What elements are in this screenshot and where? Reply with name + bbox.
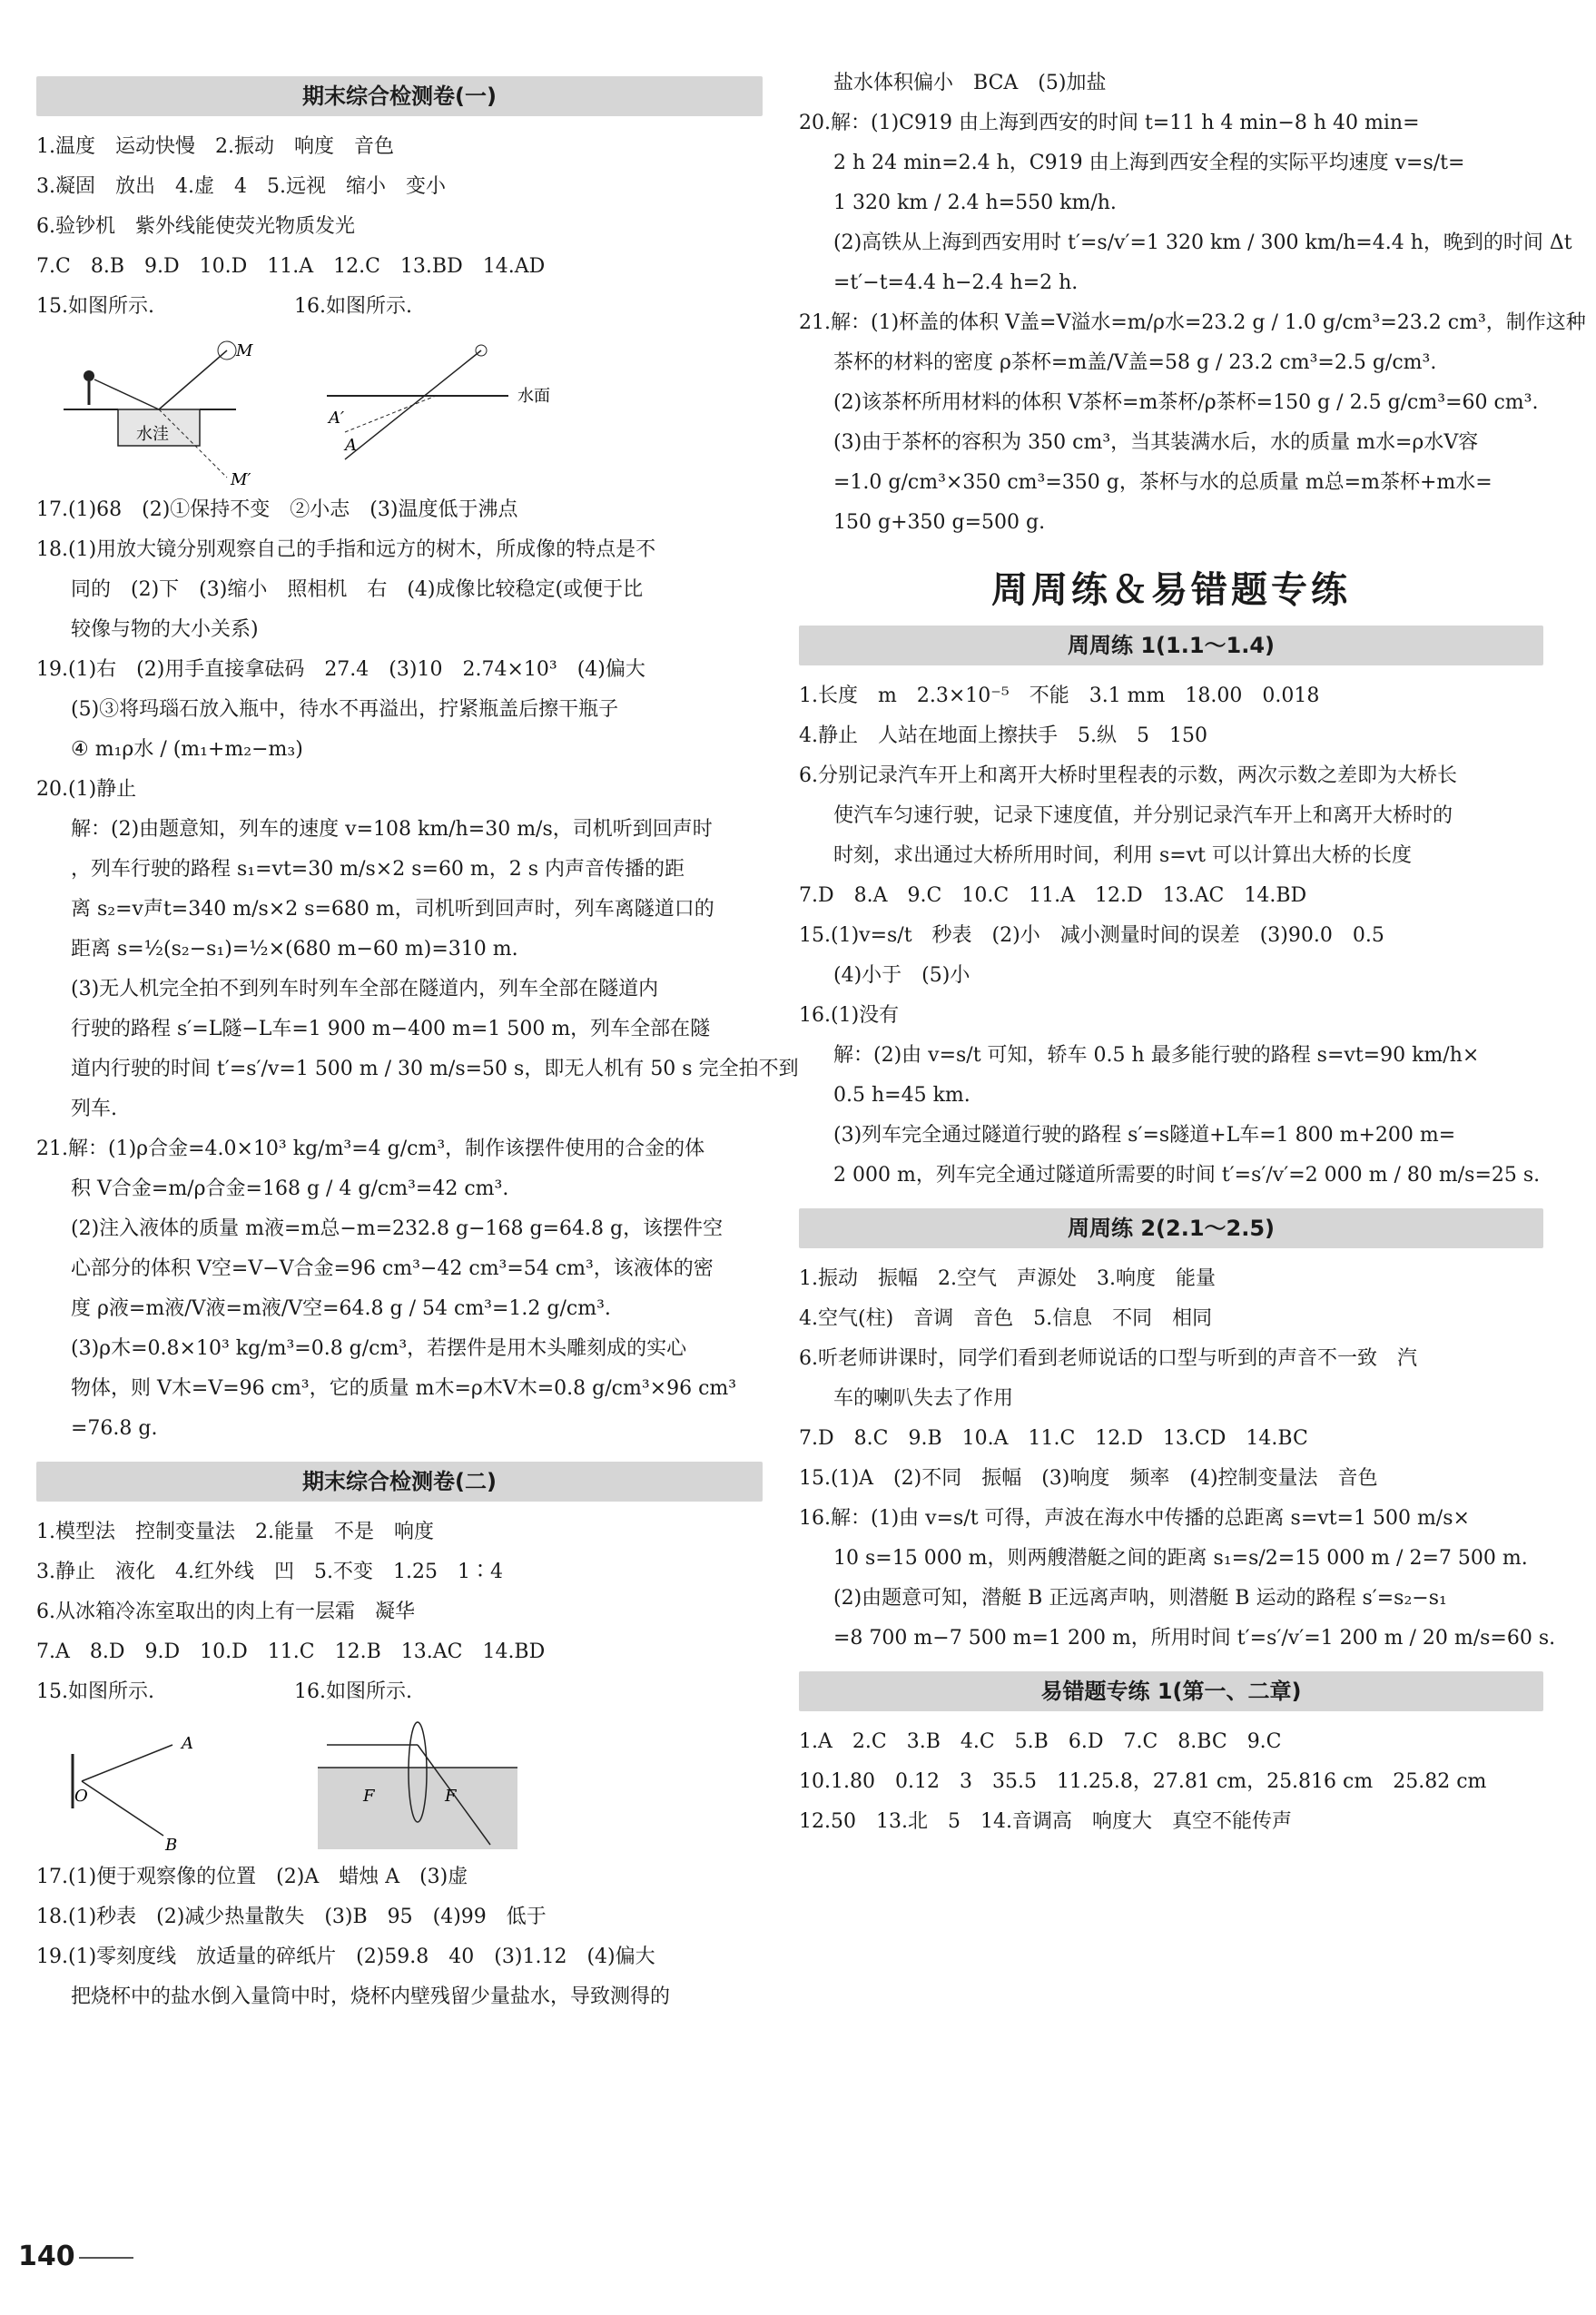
right-column <box>799 64 1586 1842</box>
label-f-right: F <box>445 1787 457 1806</box>
answer-line: (5)③将玛瑙石放入瓶中，待水不再溢出，拧紧瓶盖后擦干瓶子 <box>71 698 619 721</box>
page-number-text: 140 <box>18 2241 75 2272</box>
section-title-error-practice-1: 易错题专练 1(第一、二章) <box>799 1671 1543 1711</box>
answer-line: (3)ρ木=0.8×10³ kg/m³=0.8 g/cm³，若摆件是用木头雕刻成的实心 <box>71 1337 687 1360</box>
answer-line: 6.从冰箱冷冻室取出的肉上有一层霜 凝华 <box>36 1601 415 1623</box>
section-title-weekly-2: 周周练 2(2.1～2.5) <box>799 1208 1543 1248</box>
answer-line: 7.A 8.D 9.D 10.D 11.C 12.B 13.AC 14.BD <box>36 1640 546 1663</box>
answer-line: 盐水体积偏小 BCA (5)加盐 <box>833 72 1107 94</box>
answer-line: =t′−t=4.4 h−2.4 h=2 h. <box>833 271 1079 294</box>
answer-line: (3)由于茶杯的容积为 350 cm³，当其装满水后，水的质量 m水=ρ水V容 <box>833 431 1479 454</box>
answer-line: 4.静止 人站在地面上擦扶手 5.纵 5 150 <box>799 724 1207 747</box>
answer-line: 积 V合金=m/ρ合金=168 g / 4 g/cm³=42 cm³. <box>71 1177 509 1200</box>
answer-line: 1.振动 振幅 2.空气 声源处 3.响度 能量 <box>799 1267 1216 1290</box>
answer-line: 0.5 h=45 km. <box>833 1084 970 1107</box>
answer-line: 较像与物的大小关系) <box>71 618 259 641</box>
answer-line: ④ m₁ρ水 / (m₁+m₂−m₃) <box>71 738 303 761</box>
answer-line: 度 ρ液=m液/V液=m液/V空=64.8 g / 54 cm³=1.2 g/cm³. <box>71 1297 611 1320</box>
answer-line: 16.解：(1)由 v=s/t 可得，声波在海水中传播的总距离 s=vt=1 500 m/s× <box>799 1507 1470 1530</box>
label-water-surface: 水面 <box>517 387 550 406</box>
answer-line: 15.如图所示. 16.如图所示. <box>36 295 412 318</box>
section-title-exam-1: 期末综合检测卷(一) <box>36 76 763 116</box>
answer-line: 12.50 13.北 5 14.音调高 响度大 真空不能传声 <box>799 1810 1292 1833</box>
section-title-weekly-1: 周周练 1(1.1～1.4) <box>799 626 1543 665</box>
left-column <box>36 64 799 2017</box>
answer-line: (3)无人机完全拍不到列车时列车全部在隧道内，列车全部在隧道内 <box>71 978 659 1000</box>
answer-line: 1.长度 m 2.3×10⁻⁵ 不能 3.1 mm 18.00 0.018 <box>799 685 1320 707</box>
answer-line: =8 700 m−7 500 m=1 200 m，所用时间 t′=s′/v′=1 200 m / 20 m/s=60 s. <box>833 1627 1556 1650</box>
page-number <box>18 2241 133 2272</box>
answer-line: (3)列车完全通过隧道行驶的路程 s′=s隧道+L车=1 800 m+200 m= <box>833 1124 1456 1147</box>
answer-line: 1.模型法 控制变量法 2.能量 不是 响度 <box>36 1521 434 1543</box>
answer-line: 解：(2)由 v=s/t 可知，轿车 0.5 h 最多能行驶的路程 s=vt=90 km/h× <box>833 1044 1480 1067</box>
label-a-prime: A′ <box>329 409 345 428</box>
label-a: A <box>182 1734 193 1753</box>
label-o: O <box>74 1787 88 1806</box>
answer-line: 21.解：(1)杯盖的体积 V盖=V溢水=m/ρ水=23.2 g / 1.0 g/cm³=23.2 cm³，制作这种 <box>799 311 1586 334</box>
answer-line: 物体，则 V木=V=96 cm³，它的质量 m木=ρ木V木=0.8 g/cm³×96 cm³ <box>71 1377 737 1400</box>
label-a: A <box>345 436 357 455</box>
answer-line: 距离 s=½(s₂−s₁)=½×(680 m−60 m)=310 m. <box>71 938 518 960</box>
figure-row-1 <box>54 332 763 487</box>
answer-line: 心部分的体积 V空=V−V合金=96 cm³−42 cm³=54 cm³，该液体的密 <box>71 1257 714 1280</box>
answer-line: (2)高铁从上海到西安用时 t′=s/v′=1 320 km / 300 km/h=4.4 h，晚到的时间 Δt <box>833 232 1572 254</box>
answer-line: 18.(1)秒表 (2)减少热量散失 (3)B 95 (4)99 低于 <box>36 1906 547 1928</box>
answer-line: 1 320 km / 2.4 h=550 km/h. <box>833 192 1117 214</box>
answer-line: 10 s=15 000 m，则两艘潜艇之间的距离 s₁=s/2=15 000 m / 2=7 500 m. <box>833 1547 1528 1570</box>
answer-line: 17.(1)68 (2)①保持不变 ②小志 (3)温度低于沸点 <box>36 498 518 521</box>
answer-line: 6.听老师讲课时，同学们看到老师说话的口型与听到的声音不一致 汽 <box>799 1347 1417 1370</box>
answer-line: 车的喇叭失去了作用 <box>833 1387 1014 1410</box>
answer-line: 20.(1)静止 <box>36 778 137 801</box>
answer-line: 4.空气(柱) 音调 音色 5.信息 不同 相同 <box>799 1307 1213 1330</box>
answer-line: 3.凝固 放出 4.虚 4 5.远视 缩小 变小 <box>36 175 446 198</box>
answer-line: 19.(1)右 (2)用手直接拿砝码 27.4 (3)10 2.74×10³ (4)偏大 <box>36 658 645 681</box>
answer-line: 15.如图所示. 16.如图所示. <box>36 1680 412 1703</box>
answer-line: 7.C 8.B 9.D 10.D 11.A 12.C 13.BD 14.AD <box>36 255 546 278</box>
answer-line: 7.D 8.A 9.C 10.C 11.A 12.D 13.AC 14.BD <box>799 884 1307 907</box>
label-f-left: F <box>363 1787 375 1806</box>
answer-line: (4)小于 (5)小 <box>833 964 970 987</box>
lens-figure <box>309 1718 545 1854</box>
answer-line: 把烧杯中的盐水倒入量筒中时，烧杯内壁残留少量盐水，导致测得的 <box>71 1985 671 2008</box>
section-title-exam-2: 期末综合检测卷(二) <box>36 1462 763 1502</box>
answer-line: 15.(1)A (2)不同 振幅 (3)响度 频率 (4)控制变量法 音色 <box>799 1467 1378 1490</box>
label-pond: 水洼 <box>136 425 169 444</box>
answer-line: 21.解：(1)ρ合金=4.0×10³ kg/m³=4 g/cm³，制作该摆件使用的合金的体 <box>36 1138 705 1160</box>
answer-line: 7.D 8.C 9.B 10.A 11.C 12.D 13.CD 14.BC <box>799 1427 1308 1450</box>
answer-line: 道内行驶的时间 t′=s′/v=1 500 m / 30 m/s=50 s，即无人机有 50 s 完全拍不到 <box>71 1058 799 1080</box>
answer-line: 6.验钞机 紫外线能使荧光物质发光 <box>36 215 355 238</box>
answer-line: 20.解：(1)C919 由上海到西安的时间 t=11 h 4 min−8 h 40 min= <box>799 112 1420 134</box>
answer-line: 6.分别记录汽车开上和离开大桥时里程表的示数，两次示数之差即为大桥长 <box>799 764 1457 787</box>
answer-line: 18.(1)用放大镜分别观察自己的手指和远方的树木，所成像的特点是不 <box>36 538 656 561</box>
answer-line: 17.(1)便于观察像的位置 (2)A 蜡烛 A (3)虚 <box>36 1866 468 1888</box>
answer-line: 使汽车匀速行驶，记录下速度值，并分别记录汽车开上和离开大桥时的 <box>833 804 1453 827</box>
reflection-figure <box>54 332 254 487</box>
answer-line: 离 s₂=v声t=340 m/s×2 s=680 m，司机听到回声时，列车离隧道口的 <box>71 898 714 921</box>
answer-line: 1.温度 运动快慢 2.振动 响度 音色 <box>36 135 394 158</box>
answer-line: =1.0 g/cm³×350 cm³=350 g，茶杯与水的总质量 m总=m茶杯+m水= <box>833 471 1493 494</box>
answer-line: 2 000 m，列车完全通过隧道所需要的时间 t′=s′/v′=2 000 m / 80 m/s=25 s. <box>833 1164 1541 1187</box>
answer-line: 10.1.80 0.12 3 35.5 11.25.8，27.81 cm，25.816 cm 25.82 cm <box>799 1770 1487 1793</box>
answer-line: 1.A 2.C 3.B 4.C 5.B 6.D 7.C 8.BC 9.C <box>799 1730 1282 1753</box>
answer-line: =76.8 g. <box>71 1417 158 1440</box>
figure-row-2 <box>54 1718 763 1854</box>
answer-line: 列车. <box>71 1098 117 1120</box>
answer-line: ，列车行驶的路程 s₁=vt=30 m/s×2 s=60 m，2 s 内声音传播的距 <box>71 858 685 881</box>
refraction-figure <box>309 332 581 487</box>
label-b: B <box>165 1836 178 1854</box>
answer-line: 19.(1)零刻度线 放适量的碎纸片 (2)59.8 40 (3)1.12 (4)偏大 <box>36 1946 655 1968</box>
answer-line: 同的 (2)下 (3)缩小 照相机 右 (4)成像比较稳定(或便于比 <box>71 578 644 601</box>
answer-line: (2)该茶杯所用材料的体积 V茶杯=m茶杯/ρ茶杯=150 g / 2.5 g/cm³=60 cm³. <box>833 391 1539 414</box>
label-m: M <box>236 341 253 360</box>
answer-line: 150 g+350 g=500 g. <box>833 511 1046 534</box>
answer-line: 茶杯的材料的密度 ρ茶杯=m盖/V盖=58 g / 23.2 cm³=2.5 g/cm³. <box>833 351 1437 374</box>
label-m-prime: M′ <box>231 470 251 487</box>
answer-line: 行驶的路程 s′=L隧−L车=1 900 m−400 m=1 500 m，列车全部在隧 <box>71 1018 711 1040</box>
mirror-figure <box>54 1718 254 1854</box>
answer-line: 2 h 24 min=2.4 h，C919 由上海到西安全程的实际平均速度 v=s/t= <box>833 152 1465 174</box>
answer-line: 解：(2)由题意知，列车的速度 v=108 km/h=30 m/s，司机听到回声时 <box>71 818 713 841</box>
answer-line: 15.(1)v=s/t 秒表 (2)小 减小测量时间的误差 (3)90.0 0.5 <box>799 924 1384 947</box>
answer-line: 时刻，求出通过大桥所用时间，利用 s=vt 可以计算出大桥的长度 <box>833 844 1412 867</box>
answer-line: 16.(1)没有 <box>799 1004 900 1027</box>
answer-line: (2)由题意可知，潜艇 B 正远离声呐，则潜艇 B 运动的路程 s′=s₂−s₁ <box>833 1587 1447 1610</box>
answer-line: (2)注入液体的质量 m液=m总−m=232.8 g−168 g=64.8 g，该摆件空 <box>71 1217 724 1240</box>
answer-line: 3.静止 液化 4.红外线 凹 5.不变 1.25 1∶4 <box>36 1561 503 1583</box>
section-big-title: 周周练＆易错题专练 <box>991 569 1351 611</box>
